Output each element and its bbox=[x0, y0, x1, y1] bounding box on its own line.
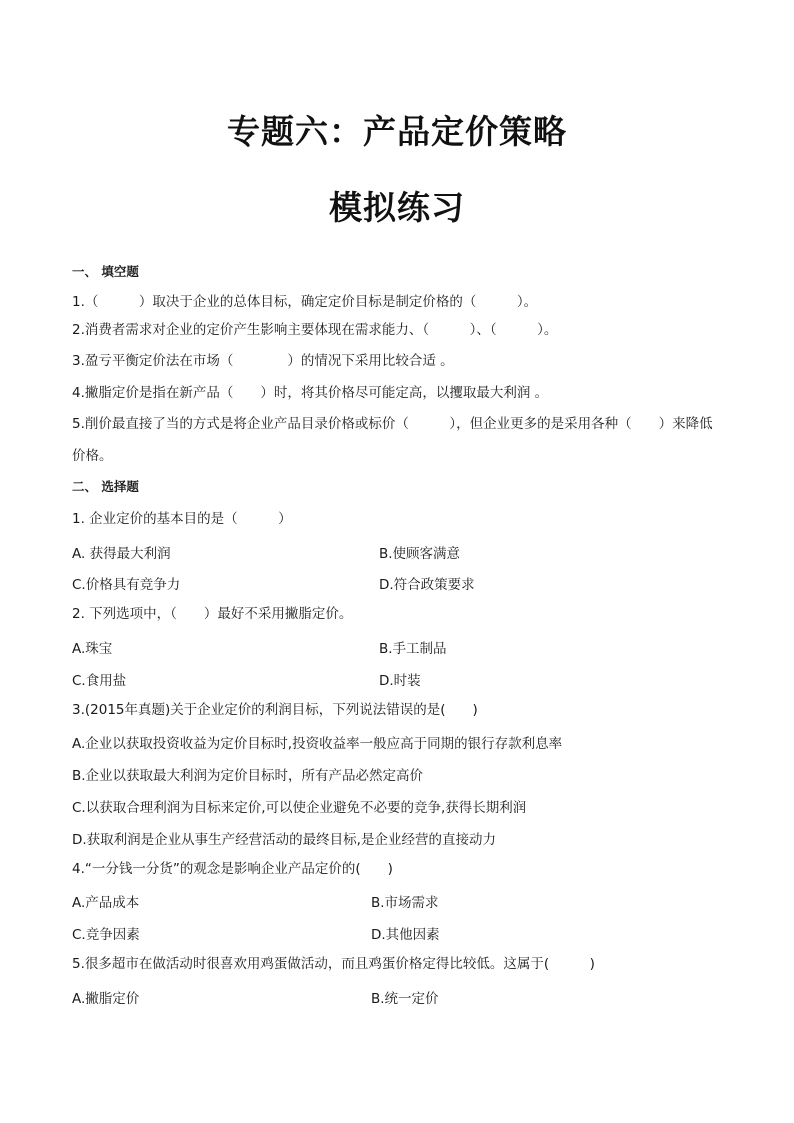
choice-option: B.企业以获取最大利润为定价目标时，所有产品必然定高价 bbox=[72, 768, 424, 784]
choice-option: D.时装 bbox=[379, 673, 421, 689]
choice-option: A.撇脂定价 bbox=[72, 991, 140, 1007]
page-title: 专题六：产品定价策略 bbox=[227, 112, 567, 151]
choice-option: B.手工制品 bbox=[379, 641, 447, 657]
choice-option: C.以获取合理利润为目标来定价,可以使企业避免不必要的竞争,获得长期利润 bbox=[72, 800, 527, 816]
choice-option: D.获取利润是企业从事生产经营活动的最终目标,是企业经营的直接动力 bbox=[72, 832, 496, 848]
fill-blank-question: 2.消费者需求对企业的定价产生影响主要体现在需求能力、（ ）、（ ）。 bbox=[72, 322, 558, 338]
section-heading-fill-blank: 一、 填空题 bbox=[72, 264, 139, 279]
choice-question-stem: 4.“一分钱一分货”的观念是影响企业产品定价的( ) bbox=[72, 861, 393, 877]
choice-option: A.企业以获取投资收益为定价目标时,投资收益率一般应高于同期的银行存款利息率 bbox=[72, 736, 563, 752]
choice-option: A.珠宝 bbox=[72, 641, 113, 657]
fill-blank-question: 4.撇脂定价是指在新产品（ ）时，将其价格尽可能定高，以攫取最大利润 。 bbox=[72, 385, 549, 401]
choice-option: B.统一定价 bbox=[371, 991, 439, 1007]
fill-blank-question: 5.削价最直接了当的方式是将企业产品目录价格或标价（ ），但企业更多的是采用各种（ ）来降低 bbox=[72, 416, 713, 432]
choice-option: D.符合政策要求 bbox=[379, 577, 475, 593]
choice-option: B.市场需求 bbox=[371, 895, 439, 911]
choice-option: B.使顾客满意 bbox=[379, 546, 461, 562]
fill-blank-question: 3.盈亏平衡定价法在市场（ ）的情况下采用比较合适 。 bbox=[72, 353, 454, 369]
choice-question-stem: 5.很多超市在做活动时很喜欢用鸡蛋做活动，而且鸡蛋价格定得比较低。这属于( ) bbox=[72, 956, 595, 972]
choice-question-stem: 2. 下列选项中，（ ）最好不采用撇脂定价。 bbox=[72, 606, 353, 622]
choice-option: A.产品成本 bbox=[72, 895, 140, 911]
choice-question-stem: 3.(2015年真题)关于企业定价的利润目标，下列说法错误的是( ) bbox=[72, 702, 478, 718]
choice-option: A. 获得最大利润 bbox=[72, 546, 171, 562]
choice-option: D.其他因素 bbox=[371, 927, 440, 943]
choice-question-stem: 1. 企业定价的基本目的是（ ） bbox=[72, 511, 292, 527]
choice-option: C.价格具有竞争力 bbox=[72, 577, 181, 593]
choice-option: C.食用盐 bbox=[72, 673, 127, 689]
section-heading-multiple-choice: 二、 选择题 bbox=[72, 479, 139, 494]
choice-option: C.竞争因素 bbox=[72, 927, 140, 943]
page-subtitle: 模拟练习 bbox=[329, 188, 465, 227]
fill-blank-question: 1.（ ）取决于企业的总体目标，确定定价目标是制定价格的（ ）。 bbox=[72, 294, 538, 310]
fill-blank-question-continuation: 价格。 bbox=[72, 448, 113, 464]
